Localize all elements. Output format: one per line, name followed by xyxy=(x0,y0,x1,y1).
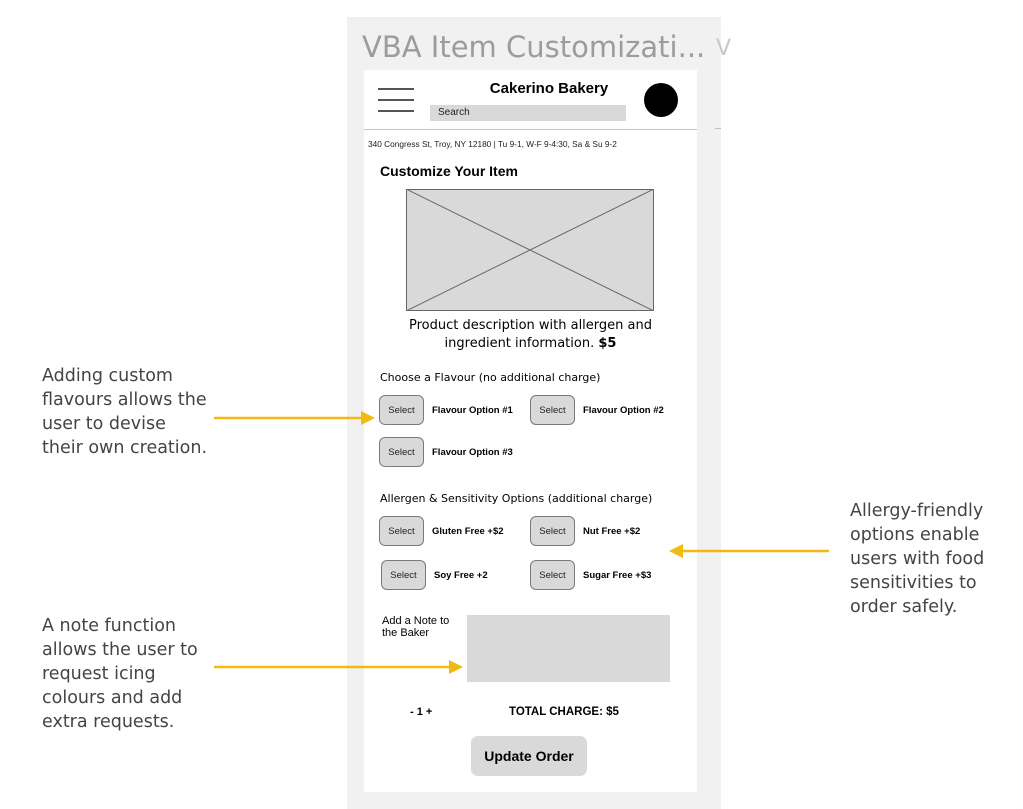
allergen-option-soy xyxy=(381,559,488,591)
frame-title: VBA Item Customizati... xyxy=(362,30,706,64)
nut-free-select-button[interactable]: Select xyxy=(530,516,575,546)
soy-free-select-button[interactable]: Select xyxy=(381,560,426,590)
next-frame-edge xyxy=(715,128,721,129)
flavour-2-label: Flavour Option #2 xyxy=(583,404,664,416)
avatar[interactable] xyxy=(644,83,678,117)
product-price: $5 xyxy=(598,336,617,351)
hamburger-icon[interactable] xyxy=(378,88,414,112)
update-order-button[interactable]: Update Order xyxy=(471,736,587,776)
allergen-option-sugar xyxy=(530,559,651,591)
flavour-option-2 xyxy=(530,394,664,426)
annotation-note: A note function allows the user to request icing colours and add extra requests. xyxy=(42,616,198,732)
soy-free-label: Soy Free +2 xyxy=(434,569,488,581)
page-title: Customize Your Item xyxy=(380,163,518,179)
quantity-stepper[interactable]: - 1 + xyxy=(410,706,433,718)
sugar-free-select-button[interactable]: Select xyxy=(530,560,575,590)
phone-screen xyxy=(364,70,697,792)
total-charge: TOTAL CHARGE: $5 xyxy=(509,706,619,718)
sugar-free-label: Sugar Free +$3 xyxy=(583,569,652,581)
note-to-baker-field[interactable] xyxy=(467,615,670,682)
flavour-2-select-button[interactable]: Select xyxy=(530,395,575,425)
note-label: Add a Note to the Baker xyxy=(382,615,450,639)
search-input[interactable]: Search xyxy=(430,105,626,121)
nut-free-label: Nut Free +$2 xyxy=(583,525,641,537)
allergen-option-gluten xyxy=(379,515,504,547)
allergen-option-nut xyxy=(530,515,640,547)
flavour-1-label: Flavour Option #1 xyxy=(432,404,513,416)
flavour-heading: Choose a Flavour (no additional charge) xyxy=(380,371,601,384)
allergen-heading: Allergen & Sensitivity Options (additional charge) xyxy=(380,492,653,505)
product-description xyxy=(384,317,677,353)
annotation-allergy: Allergy-friendly options enable users with food sensitivities to order safely. xyxy=(850,501,985,617)
flavour-option-1 xyxy=(379,394,513,426)
store-address-hours: 340 Congress St, Troy, NY 12180 | Tu 9-1, W-F 9-4:30, Sa & Su 9-2 xyxy=(368,139,617,149)
flavour-1-select-button[interactable]: Select xyxy=(379,395,424,425)
header-divider xyxy=(364,129,697,130)
flavour-option-3 xyxy=(379,436,513,468)
flavour-3-label: Flavour Option #3 xyxy=(432,446,513,458)
annotation-flavours: Adding custom flavours allows the user to devise their own creation. xyxy=(42,366,208,458)
flavour-3-select-button[interactable]: Select xyxy=(379,437,424,467)
store-name: Cakerino Bakery xyxy=(489,80,609,97)
gluten-free-label: Gluten Free +$2 xyxy=(432,525,504,537)
gluten-free-select-button[interactable]: Select xyxy=(379,516,424,546)
product-description-text: Product description with allergen and ingredient information. xyxy=(408,318,652,351)
product-image-placeholder xyxy=(406,189,654,311)
next-frame-title: V xyxy=(716,36,732,61)
